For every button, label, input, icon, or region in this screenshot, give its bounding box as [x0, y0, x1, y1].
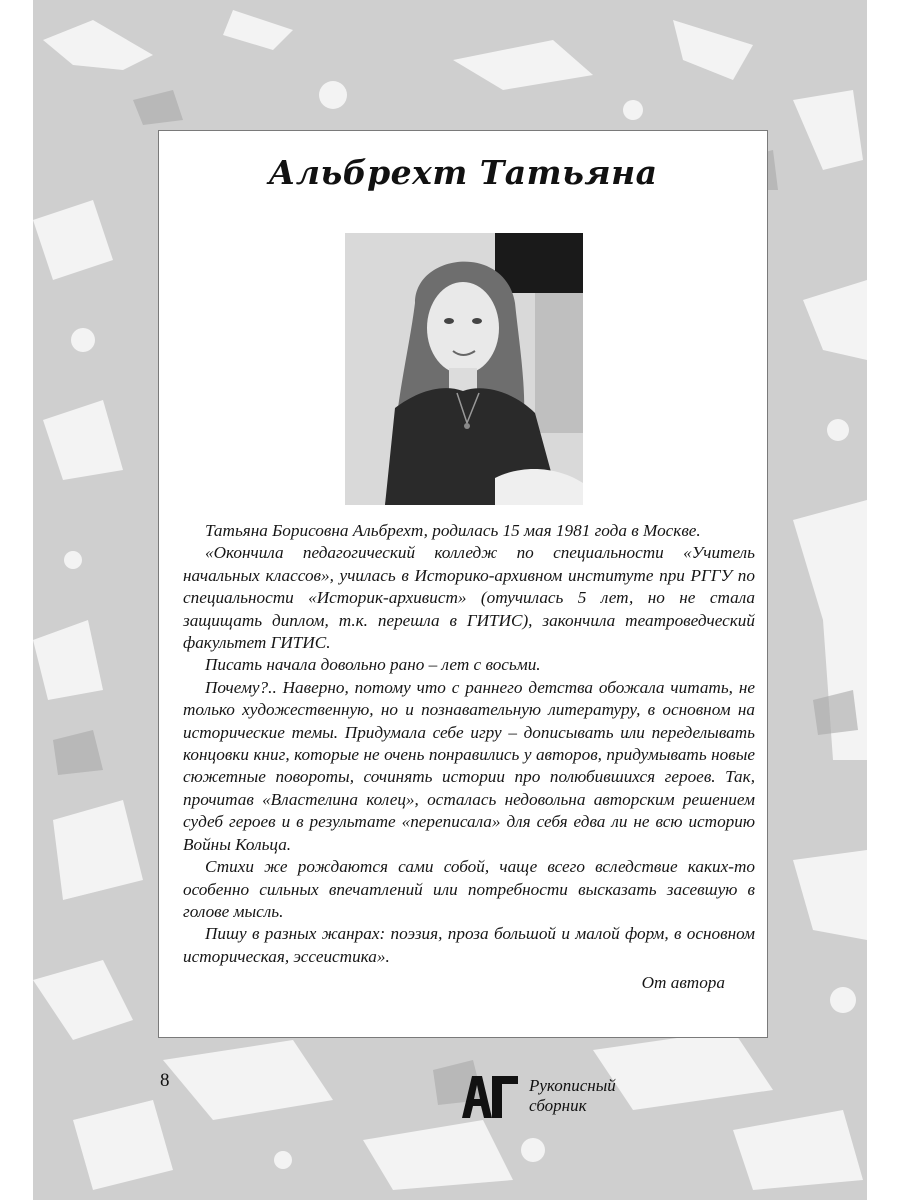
series-line-2: сборник — [529, 1096, 587, 1115]
author-name-title: Альбрехт Татьяна — [268, 153, 658, 192]
signature: От автора — [641, 973, 725, 993]
bio-paragraph-6: Пишу в разных жанрах: поэзия, проза большой и малой форм, в основном историческая, эссеистика». — [183, 924, 755, 966]
biography-text — [183, 520, 755, 995]
page-number: 8 — [160, 1070, 170, 1091]
series-line-1: Рукописный — [529, 1076, 616, 1095]
bio-paragraph-2: «Окончила педагогический колледж по специальности «Учитель начальных классов», училась в Историко-архивном институте при РГГУ по специальности «Историк-архивист» (отучилась 5 лет, но не стала защищать диплом, т.к. перешла в ГИТИС), закончила театроведческий факультет ГИТИС. — [183, 543, 755, 653]
content-card — [158, 130, 768, 1038]
author-photo — [345, 233, 583, 505]
bio-paragraph-1: Татьяна Борисовна Альбрехт, родилась 15 мая 1981 года в Москве. — [205, 521, 701, 540]
bio-paragraph-5: Стихи же рождаются сами собой, чаще всего вследствие каких-то особенно сильных впечатлений или потребности высказать засевшую в голове мысль. — [183, 857, 755, 921]
ag-logo-icon — [458, 1070, 522, 1120]
publisher-logo — [458, 1070, 522, 1120]
portrait-image — [345, 233, 583, 505]
bio-paragraph-3: Писать начала довольно рано – лет с восьми. — [205, 655, 541, 675]
series-title — [529, 1076, 616, 1116]
bio-paragraph-4: Почему?.. Наверно, потому что с раннего детства обожала читать, не только художественную, но и познавательную литературу, в основном на исторические темы. Придумала себе игру – дописывать или переделывать концовки книг, которые не очень понравились у авторов, придумывать новые сюжетные повороты, сочинять истории про полюбившихся героев. Так, прочитав «Властелина колец», осталась недовольна авторским решением судеб героев и в результате «переписала» для себя едва ли не всю историю Войны Кольца. — [183, 677, 755, 854]
